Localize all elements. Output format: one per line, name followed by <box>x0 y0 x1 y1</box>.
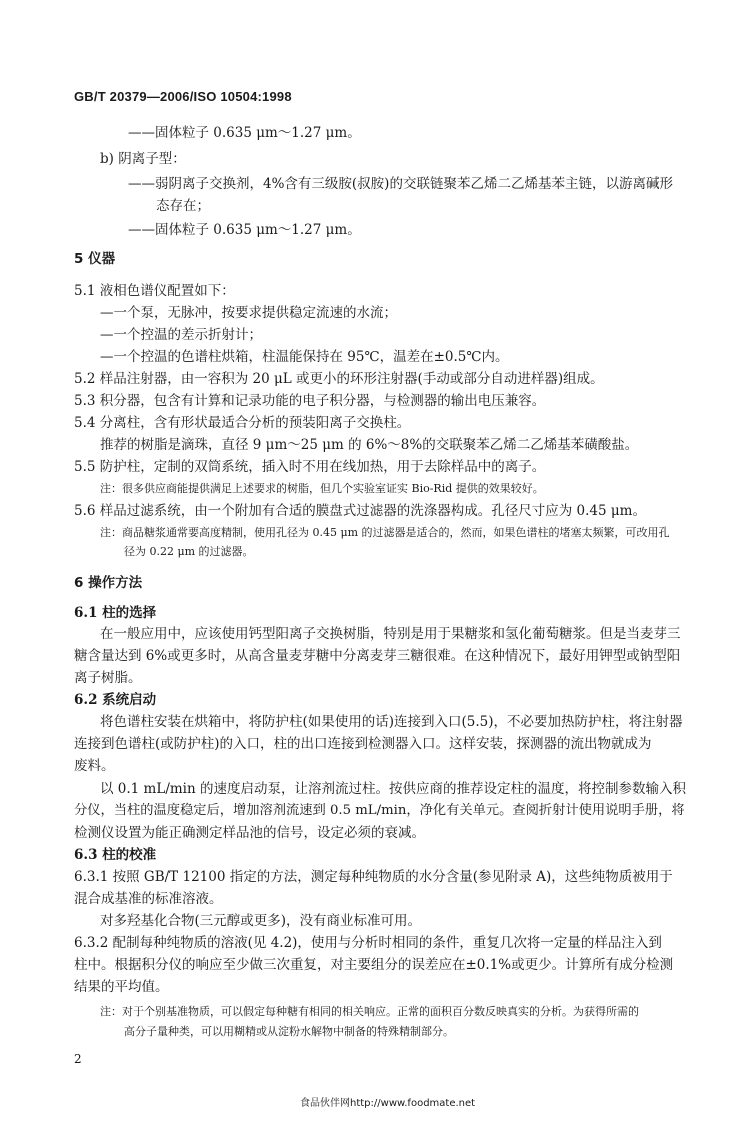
section-heading-6: 6 操作方法 <box>74 575 143 591</box>
note: 注：很多供应商能提供满足上述要求的树脂，但几个实验室证实 Bio-Rid 提供的效果较好。 <box>100 482 544 495</box>
list-item-b: b) 阴离子型： <box>100 151 186 167</box>
text-line: —一个控温的色谱柱烘箱，柱温能保持在 95℃，温差在±0.5℃内。 <box>100 349 509 365</box>
text-line: ——固体粒子 0.635 μm～1.27 μm。 <box>128 222 361 238</box>
text-line: 对多羟基化合物(三元醇或更多)，没有商业标准可用。 <box>100 913 422 929</box>
note: 注：商品糖浆通常要高度精制，使用孔径为 0.45 μm 的过滤器是适合的，然而，如果色谱柱的堵塞太频繁，可改用孔 <box>100 526 670 539</box>
text-line: 离子树脂。 <box>74 670 142 686</box>
text-line: 分仪，当柱的温度稳定后，增加溶剂流速到 0.5 mL/min，净化有关单元。查阅折射计使用说明手册，将 <box>74 803 685 818</box>
text-line: ——弱阴离子交换剂，4%含有三级胺(叔胺)的交联链聚苯乙烯二乙烯基苯主链，以游离碱形 <box>128 176 673 192</box>
text-line: —一个泵，无脉冲，按要求提供稳定流速的水流； <box>100 305 397 321</box>
page-number: 2 <box>74 1052 82 1066</box>
text-line: 将色谱柱安装在烘箱中，将防护柱(如果使用的话)连接到入口(5.5)，不必要加热防护柱，将注射器 <box>100 714 683 730</box>
clause-6-3: 6.3 柱的校准 <box>74 847 157 863</box>
clause-5-6: 5.6 样品过滤系统，由一个附加有合适的膜盘式过滤器的洗涤器构成。孔径尺寸应为 0.45 μm。 <box>74 503 646 519</box>
clause-6-3-2: 6.3.2 配制每种纯物质的溶液(见 4.2)，使用与分析时相同的条件，重复几次将一定量的样品注入到 <box>74 935 662 951</box>
text-line: ——固体粒子 0.635 μm～1.27 μm。 <box>128 125 361 141</box>
clause-6-1: 6.1 柱的选择 <box>74 605 157 621</box>
text-line: 混合成基准的标准溶液。 <box>74 891 223 907</box>
note: 径为 0.22 μm 的过滤器。 <box>124 545 254 558</box>
text-line: 以 0.1 mL/min 的速度启动泵，让溶剂流过柱。按供应商的推荐设定柱的温度，将控制参数输入积 <box>100 781 686 797</box>
clause-5-1: 5.1 液相色谱仪配置如下： <box>74 283 235 299</box>
text-line: 连接到色谱柱(或防护柱)的入口，柱的出口连接到检测器入口。这样安装，探测器的流出物就成为 <box>74 736 652 752</box>
text-line: 糖含量达到 6%或更多时，从高含量麦芽糖中分离麦芽三糖很难。在这种情况下，最好用钾型或钠型阳 <box>74 648 681 664</box>
text-line: 在一般应用中，应该使用钙型阳离子交换树脂，特别是用于果糖浆和氢化葡萄糖浆。但是当麦芽三 <box>100 626 681 642</box>
text-line: 柱中。根据积分仪的响应至少做三次重复，对主要组分的误差应在±0.1%或更少。计算所有成分检测 <box>74 957 674 973</box>
text-line: 推荐的树脂是滴珠，直径 9 μm～25 μm 的 6%～8%的交联聚苯乙烯二乙烯基苯磺酸盐。 <box>100 437 639 453</box>
standard-number: GB/T 20379—2006/ISO 10504:1998 <box>74 89 292 104</box>
clause-5-3: 5.3 积分器，包含有计算和记录功能的电子积分器，与检测器的输出电压兼容。 <box>74 393 546 409</box>
note: 注：对于个别基准物质，可以假定每种糖有相同的相关响应。正常的面积百分数反映真实的分析。为获得所需的 <box>100 1005 639 1018</box>
clause-5-5: 5.5 防护柱，定制的双筒系统，插入时不用在线加热，用于去除样品中的离子。 <box>74 459 546 475</box>
clause-5-2: 5.2 样品注射器，由一容积为 20 μL 或更小的环形注射器(手动或部分自动进样器)组成。 <box>74 371 604 387</box>
text-line: 废料。 <box>74 758 115 774</box>
footer-source: 食品伙伴网http://www.foodmate.net <box>300 1098 476 1109</box>
text-line: 态存在； <box>156 198 210 214</box>
text-line: 结果的平均值。 <box>74 979 169 995</box>
clause-6-3-1: 6.3.1 按照 GB/T 12100 指定的方法，测定每种纯物质的水分含量(参见附录 A)，这些纯物质被用于 <box>74 869 673 885</box>
text-line: 检测仪设置为能正确测定样品池的信号，设定必须的衰减。 <box>74 825 425 841</box>
clause-5-4: 5.4 分离柱，含有形状最适合分析的预装阳离子交换柱。 <box>74 415 411 431</box>
note: 高分子量种类，可以用糊精或从淀粉水解物中制备的特殊精制部分。 <box>124 1025 454 1038</box>
clause-6-2: 6.2 系统启动 <box>74 692 157 708</box>
text-line: —一个控温的差示折射计； <box>100 327 262 343</box>
section-heading-5: 5 仪器 <box>74 251 116 267</box>
